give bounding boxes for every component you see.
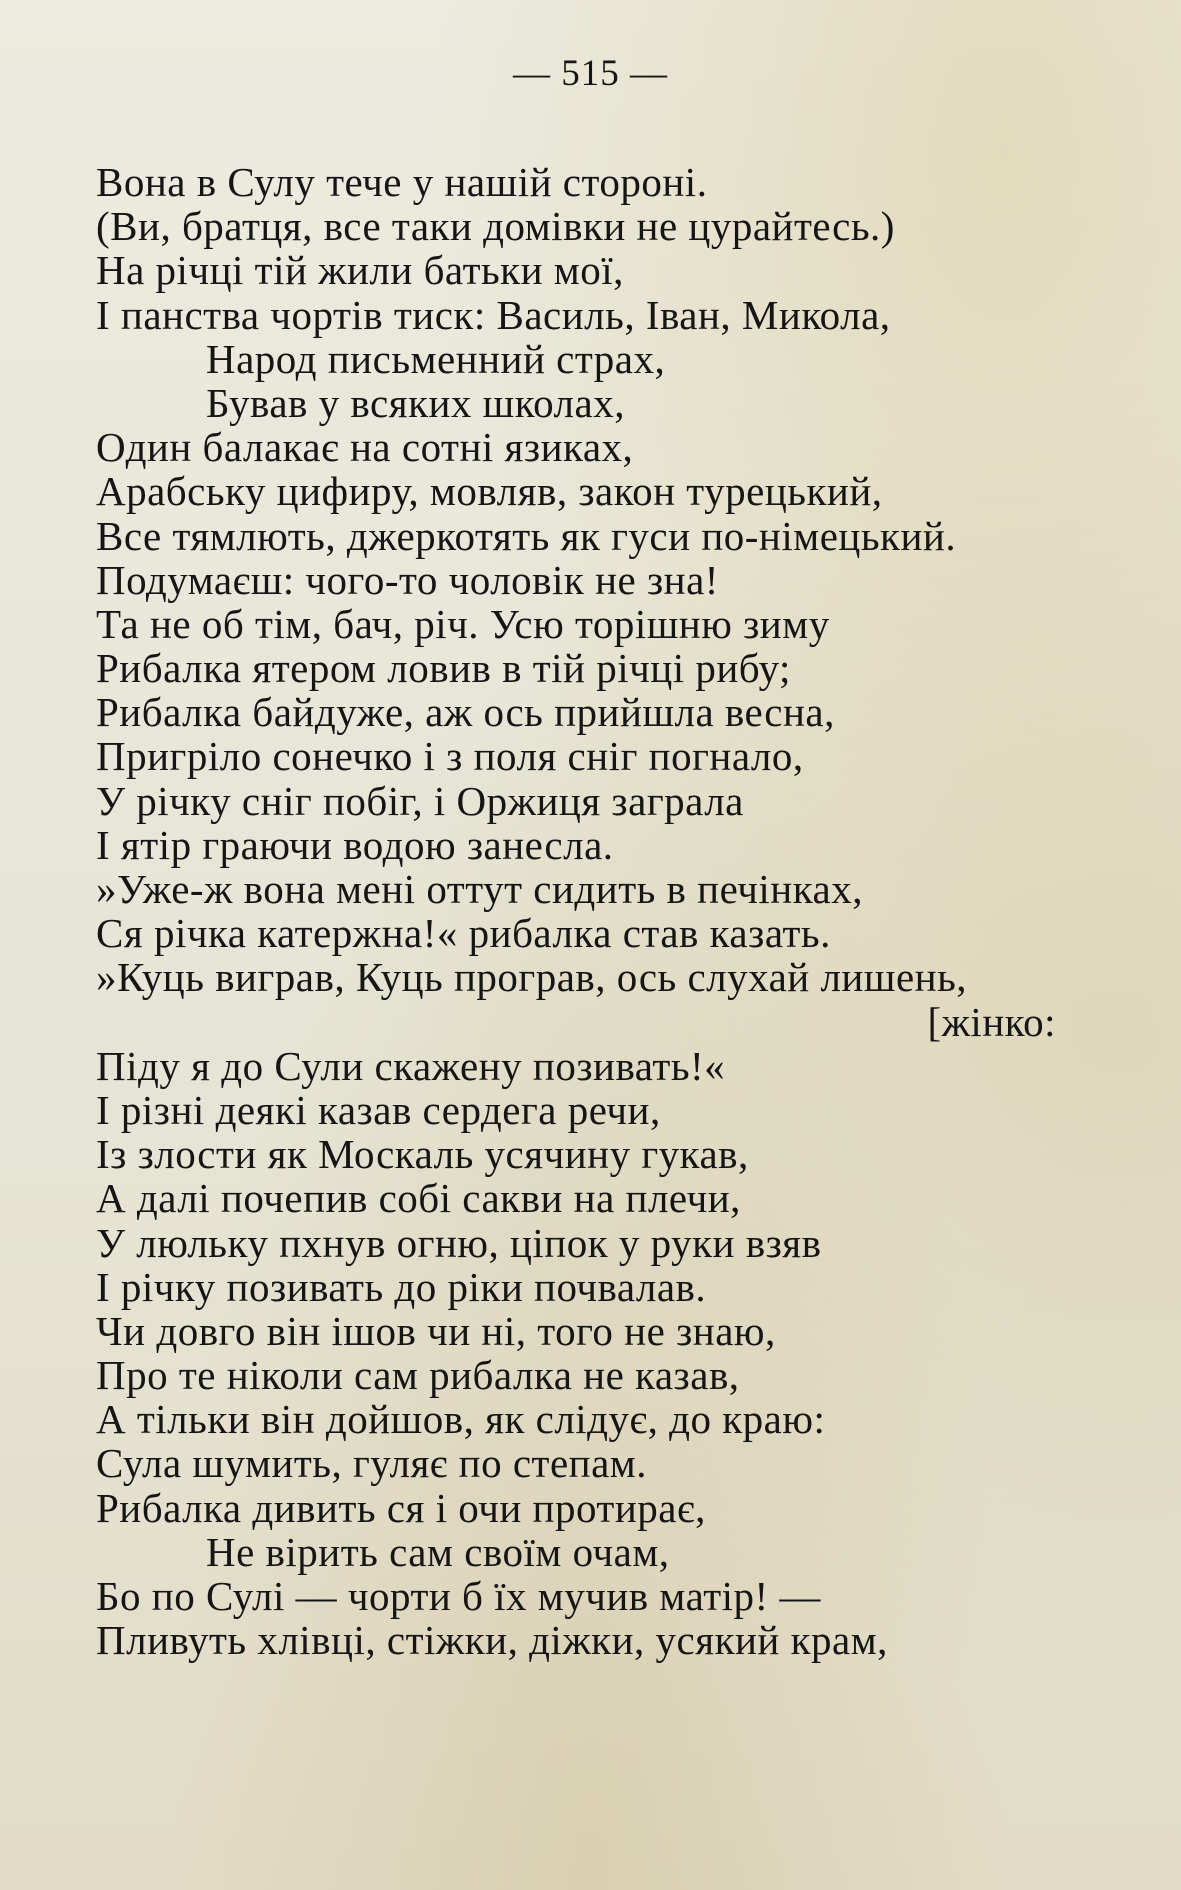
poem-line: Бував у всяких школах, — [206, 379, 625, 426]
poem-line: Рибалка ятером ловив в тій річці рибу; — [96, 645, 791, 692]
poem-line: Піду я до Сули скажену позивать!« — [96, 1042, 726, 1089]
poem-line: Арабську цифиру, мовляв, закон турецький, — [96, 468, 883, 515]
poem-line: Про те ніколи сам рибалка не казав, — [96, 1352, 740, 1399]
page-number: — 515 — — [513, 53, 668, 94]
poem-line: Пригріло сонечко і з поля сніг погнало, — [96, 733, 804, 780]
poem-line: Один балакає на сотні язиках, — [96, 424, 634, 471]
poem-line: Ся річка катержна!« рибалка став казать. — [96, 910, 831, 957]
poem-line: Вона в Сулу тече у нашій стороні. — [96, 159, 708, 205]
poem-line: А тільки він дойшов, як слідує, до краю: — [96, 1396, 826, 1443]
poem-line: Народ письменний страх, — [206, 335, 666, 382]
poem-line: Не вірить сам своїм очам, — [206, 1528, 670, 1575]
poem-line: »Куць виграв, Куць програв, ось слухай лишень, — [96, 954, 968, 1001]
poem-line: І різні деякі казав сердега речи, — [96, 1086, 661, 1133]
poem-line: Подумаєш: чого-то чоловік не зна! — [96, 556, 719, 603]
poem-line: І ятір граючи водою занесла. — [96, 821, 614, 868]
poem-line: Чи довго він ішов чи ні, того не знаю, — [96, 1307, 776, 1354]
poem-line: Сула шумить, гуляє по степам. — [96, 1440, 647, 1487]
poem-line: Із злости як Москаль усячину гукав, — [96, 1131, 749, 1178]
poem-line: (Ви, братця, все таки домівки не цурайтесь.) — [96, 203, 895, 250]
poem-line: Пливуть хлівці, стіжки, діжки, усякий крам, — [96, 1617, 888, 1664]
poem-line: Бо по Сулі — чорти б їх мучив матір! — — [96, 1573, 821, 1619]
poem-line: І річку позивать до ріки почвалав. — [96, 1263, 707, 1310]
poem-line: У люльку пхнув огню, ціпок у руки взяв — [96, 1219, 822, 1266]
poem-line: Рибалка байдуже, аж ось прийшла весна, — [96, 689, 835, 736]
poem-line: [жінко: — [927, 998, 1056, 1045]
poem-line: Рибалка дивить ся і очи протирає, — [96, 1484, 706, 1531]
poem-line: Все тямлють, джеркотять як гуси по-німецький. — [96, 512, 957, 559]
poem-line: На річці тій жили батьки мої, — [96, 247, 624, 294]
poem-line: І панства чортів тиск: Василь, Іван, Микола, — [96, 291, 891, 338]
poem-line: Та не об тім, бач, річ. Усю торішню зиму — [96, 600, 830, 647]
poem-line: »Уже-ж вона мені оттут сидить в печінках, — [96, 866, 863, 912]
poem-text — [96, 160, 1096, 1662]
poem-line: А далі почепив собі сакви на плечи, — [96, 1175, 741, 1222]
poem-line: У річку сніг побіг, і Оржиця заграла — [96, 777, 744, 824]
